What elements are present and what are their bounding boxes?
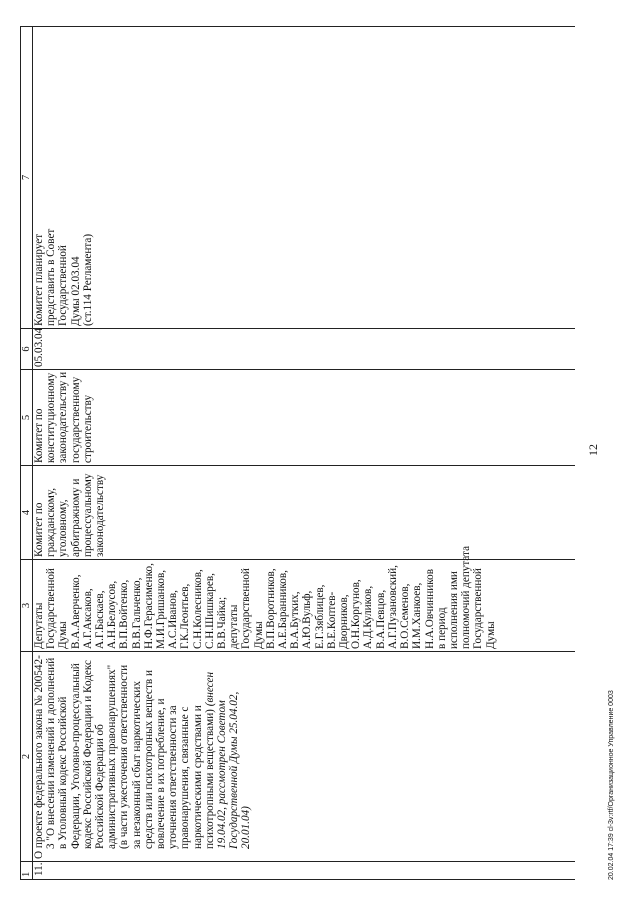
author-line: В.А.Аверченко, bbox=[69, 574, 82, 649]
author-line: А.Е.Баранников, bbox=[277, 570, 290, 649]
lead-committee-line: арбитражному и bbox=[69, 478, 82, 557]
author-line: М.И.Гришанков, bbox=[155, 569, 168, 649]
remark-cell bbox=[33, 27, 576, 329]
lead-committee-line: Комитет по bbox=[33, 502, 45, 557]
header-col-5: 5 bbox=[21, 370, 33, 466]
co-committee-cell bbox=[33, 370, 576, 466]
remark-line: (ст.114 Регламента) bbox=[81, 233, 94, 326]
co-committee-line: государственному bbox=[69, 376, 82, 463]
author-line: А.Г.Баскаев, bbox=[94, 590, 107, 649]
author-line: А.Г.Пузановский, bbox=[386, 565, 399, 649]
author-line: Государственной bbox=[472, 568, 485, 649]
row-number: 11. bbox=[33, 862, 576, 880]
author-line: Дворников, bbox=[338, 594, 351, 649]
author-line: С.Н.Шишкарев, bbox=[203, 573, 216, 649]
author-line: Г.К.Леонтьев, bbox=[179, 583, 192, 649]
lead-committee-line: процессуальному bbox=[81, 473, 94, 557]
author-line: С.Н.Колесников, bbox=[191, 569, 204, 649]
remark-line: представить в Совет bbox=[45, 228, 58, 326]
author-line: Думы bbox=[484, 621, 497, 649]
footer-stamp: 20.02.04 17:39 cl-3v:rtf/Организационное Управление 0003 bbox=[608, 690, 615, 880]
authors-cell bbox=[33, 545, 576, 652]
author-line: А.Ю.Вульф, bbox=[301, 590, 314, 649]
lead-committee-line: уголовному, bbox=[57, 499, 70, 557]
author-line: Н.Ф.Герасименко, bbox=[142, 563, 155, 649]
header-col-4: 4 bbox=[21, 466, 33, 560]
author-line: Е.Г.Зяблицев, bbox=[313, 584, 326, 649]
project-note: (внесен 19.04.02, рассмотрен Советом Государственной Думы 25.04.02, 20.01.04) bbox=[203, 671, 253, 849]
author-line: А.Н.Белоусов, bbox=[106, 580, 119, 649]
table-row bbox=[33, 27, 576, 880]
remark-line: Комитет планирует bbox=[33, 233, 45, 326]
author-line: А.С.Иванов, bbox=[167, 590, 180, 649]
project-title: О проекте федерального закона № 200542-3 "О внесении изменений и дополнений в Уголовный кодекс Российской Федерации, Уголовно-процессуальный кодекс Российской Федерации и Кодекс Российской Федерации об административных правонарушениях" (в части ужесточения ответственности за незаконный сбыт наркотических средств или психотропных веществ и вовлечение в их потребление, и уточнения ответственности за правонарушения, связанные с наркотическими средствами и психотропными веществами) bbox=[33, 655, 216, 859]
author-line: В.В.Чайка; bbox=[216, 596, 229, 649]
author-line: И.М.Ханкоев, bbox=[411, 582, 424, 649]
author-line: В.П.Воротников, bbox=[264, 568, 277, 649]
author-line: в период bbox=[435, 607, 448, 649]
co-committee-line: конституционному bbox=[45, 372, 58, 463]
page-number: 12 bbox=[586, 444, 600, 456]
legislation-table bbox=[20, 26, 575, 880]
rotated-page bbox=[20, 20, 640, 880]
author-line: депутаты bbox=[228, 604, 241, 649]
author-line: Государственной bbox=[240, 568, 253, 649]
header-col-2: 2 bbox=[21, 652, 33, 862]
author-line: исполнения ими bbox=[447, 571, 460, 649]
header-col-7: 7 bbox=[21, 27, 33, 329]
author-line: В.А.Бутких, bbox=[289, 591, 302, 649]
date-cell: 05.03.04 bbox=[33, 329, 576, 370]
lead-committee-line: гражданскому, bbox=[45, 487, 58, 557]
author-line: О.Н.Коргунов, bbox=[350, 579, 363, 649]
author-line: В.П.Войтенко, bbox=[118, 579, 131, 649]
header-col-1: 1 bbox=[21, 862, 33, 880]
author-line: Государственной bbox=[45, 568, 58, 649]
author-line: А.Г.Аксаков, bbox=[81, 588, 94, 649]
header-col-3: 3 bbox=[21, 560, 33, 652]
remark-line: Думы 02.03.04 bbox=[69, 256, 82, 326]
remark-line: Государственной bbox=[57, 245, 70, 326]
author-line: Депутаты bbox=[33, 602, 45, 649]
co-committee-line: строительству bbox=[81, 394, 94, 463]
author-line: полномочий депутата bbox=[460, 545, 473, 649]
author-line: Н.А.Овчинников bbox=[423, 568, 436, 649]
lead-committee-line: законодательству bbox=[94, 474, 107, 557]
co-committee-line: Комитет по bbox=[33, 408, 45, 463]
co-committee-line: законодательству и bbox=[57, 371, 70, 463]
author-line: В.А.Певцов, bbox=[374, 589, 387, 649]
author-line: В.В.Гальченко, bbox=[130, 577, 143, 649]
author-line: В.Е.Коптев- bbox=[325, 591, 338, 649]
header-col-6: 6 bbox=[21, 329, 33, 370]
project-cell bbox=[33, 652, 576, 862]
author-line: В.О.Семенов, bbox=[399, 583, 412, 649]
author-line: Думы bbox=[252, 621, 265, 649]
author-line: Думы bbox=[57, 621, 70, 649]
author-line: А.Д.Куликов, bbox=[362, 585, 375, 649]
lead-committee-cell bbox=[33, 466, 576, 560]
header-row bbox=[21, 27, 33, 880]
